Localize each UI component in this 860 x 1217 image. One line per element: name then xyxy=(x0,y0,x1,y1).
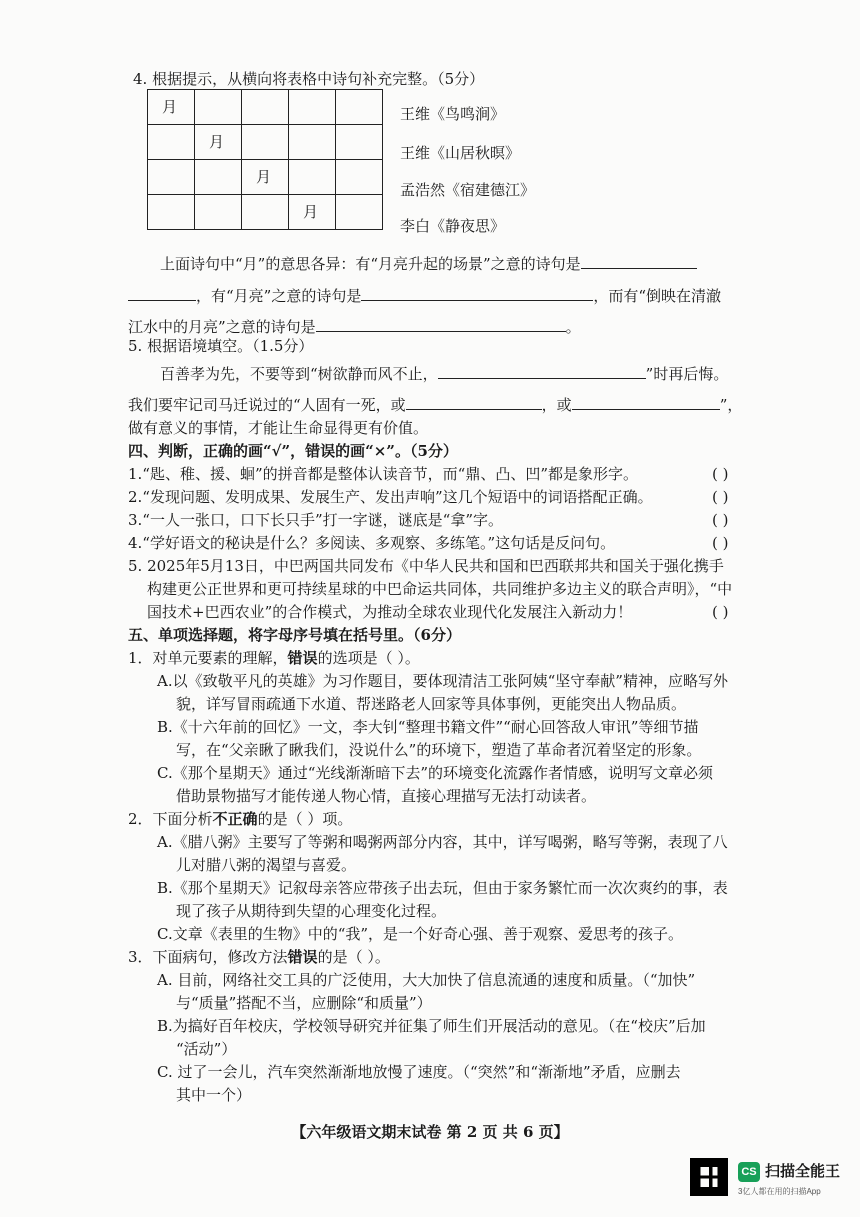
grid-cell[interactable] xyxy=(195,160,242,195)
option-b: B.为搞好百年校庆，学校领导研究并征集了师生们开展活动的意见。（在“校庆”后加 xyxy=(157,1017,706,1035)
option-a: A. 目前，网络社交工具的广泛使用，大大加快了信息流通的速度和质量。（“加快” xyxy=(157,971,696,989)
answer-blank[interactable] xyxy=(438,362,646,379)
app-tagline: 3亿人都在用的扫描App xyxy=(738,1187,821,1196)
section4-title: 四、判断，正确的画“√”，错误的画“×”。（5分） xyxy=(128,442,458,460)
grid-cell[interactable] xyxy=(289,125,336,160)
q4-title: 4. 根据提示，从横向将表格中诗句补充完整。（5分） xyxy=(133,70,485,88)
grid-cell[interactable]: 月 xyxy=(289,195,336,230)
answer-paren[interactable]: ( ) xyxy=(712,465,729,483)
grid-cell[interactable]: 月 xyxy=(148,90,195,125)
q4-line3: 江水中的月亮”之意的诗句是 。 xyxy=(128,315,581,338)
option-c: C. 过了一会儿，汽车突然渐渐地放慢了速度。（“突然”和“渐渐地”矛盾，应删去 xyxy=(157,1063,681,1081)
grid-cell[interactable]: 月 xyxy=(195,125,242,160)
mc-question-3: 3．下面病句，修改方法错误的是（ ）。 xyxy=(128,948,390,966)
camscanner-logo: CS xyxy=(738,1162,760,1182)
answer-paren[interactable]: ( ) xyxy=(712,534,729,552)
option-a-cont: 儿对腊八粥的渴望与喜爱。 xyxy=(176,856,357,874)
option-a-cont: 与“质量”搭配不当，应删除“和质量”） xyxy=(176,994,432,1012)
answer-blank[interactable] xyxy=(128,284,196,301)
grid-cell[interactable] xyxy=(242,125,289,160)
poem-source: 王维《鸟鸣涧》 xyxy=(400,105,506,123)
judge-item: 5. 2025年5月13日，中巴两国共同发布《中华人民共和国和巴西联邦共和国关于强化携手 xyxy=(128,557,724,575)
answer-blank[interactable] xyxy=(572,393,720,410)
judge-item: 2.“发现问题、发明成果、发展生产、发出声响”这几个短语中的词语搭配正确。 xyxy=(128,488,653,506)
section5-title: 五、单项选择题，将字母序号填在括号里。（6分） xyxy=(128,626,461,644)
judge-item: 1.“匙、稚、援、蛔”的拼音都是整体认读音节，而“鼎、凸、凹”都是象形字。 xyxy=(128,465,638,483)
option-b: B.《十六年前的回忆》一文，李大钊“整理书籍文件”“耐心回答敌人审讯”等细节描 xyxy=(157,718,699,736)
judge-item: 4.“学好语文的秘诀是什么？多阅读、多观察、多练笔。”这句话是反问句。 xyxy=(128,534,616,552)
q5-line2: 我们要牢记司马迁说过的“人固有一死，或 ，或 ”， xyxy=(128,393,742,416)
option-b: B.《那个星期天》记叙母亲答应带孩子出去玩，但由于家务繁忙而一次次爽约的事，表 xyxy=(157,879,728,897)
answer-paren[interactable]: ( ) xyxy=(712,488,729,506)
grid-cell[interactable] xyxy=(242,90,289,125)
option-b-cont: “活动”） xyxy=(176,1040,237,1058)
option-c: C.文章《表里的生物》中的“我”，是一个好奇心强、善于观察、爱思考的孩子。 xyxy=(157,925,684,943)
option-b-cont: 现了孩子从期待到失望的心理变化过程。 xyxy=(176,902,447,920)
poem-source: 李白《静夜思》 xyxy=(400,217,506,235)
mc-question-2: 2．下面分析不正确的是（ ）项。 xyxy=(128,810,353,828)
answer-blank[interactable] xyxy=(406,393,542,410)
poem-source: 孟浩然《宿建德江》 xyxy=(400,181,536,199)
page-footer: 【六年级语文期末试卷 第 2 页 共 6 页】 xyxy=(291,1123,569,1141)
grid-cell[interactable] xyxy=(336,195,383,230)
grid-cell[interactable] xyxy=(336,160,383,195)
grid-cell[interactable] xyxy=(242,195,289,230)
option-c: C.《那个星期天》通过“光线渐渐暗下去”的环境变化流露作者情感，说明写文章必须 xyxy=(157,764,714,782)
answer-blank[interactable] xyxy=(361,284,593,301)
grid-cell[interactable] xyxy=(148,160,195,195)
qr-code-icon xyxy=(690,1158,728,1196)
answer-paren[interactable]: ( ) xyxy=(712,511,729,529)
judge-item-cont: 构建更公正世界和更可持续星球的中巴命运共同体，共同维护多边主义的联合声明》，“中 xyxy=(147,580,733,598)
judge-item-cont: 国技术+巴西农业”的合作模式，为推动全球农业现代化发展注入新动力！ xyxy=(147,603,633,621)
grid-cell[interactable] xyxy=(289,160,336,195)
option-c-cont: 借助景物描写才能传递人物心情，直接心理描写无法打动读者。 xyxy=(176,787,597,805)
app-name: 扫描全能王 xyxy=(765,1163,841,1180)
answer-paren[interactable]: ( ) xyxy=(712,603,729,621)
grid-cell[interactable] xyxy=(195,90,242,125)
judge-item: 3.“一人一张口，口下长只手”打一字谜，谜底是“拿”字。 xyxy=(128,511,503,529)
option-a-cont: 貌，详写冒雨疏通下水道、帮迷路老人回家等具体事例，更能突出人物品质。 xyxy=(176,695,687,713)
grid-cell[interactable] xyxy=(336,125,383,160)
grid-cell[interactable] xyxy=(289,90,336,125)
mc-question-1: 1．对单元要素的理解，错误的选项是（ ）。 xyxy=(128,649,420,667)
grid-cell[interactable] xyxy=(195,195,242,230)
poem-source: 王维《山居秋暝》 xyxy=(400,144,521,162)
q5-line1: 百善孝为先，不要等到“树欲静而风不止， ”时再后悔。 xyxy=(160,362,728,385)
grid-cell[interactable] xyxy=(148,125,195,160)
grid-cell[interactable] xyxy=(336,90,383,125)
option-c-cont: 其中一个） xyxy=(176,1086,252,1104)
grid-cell[interactable] xyxy=(148,195,195,230)
answer-blank[interactable] xyxy=(316,315,566,332)
option-a: A.《腊八粥》主要写了等粥和喝粥两部分内容，其中，详写喝粥，略写等粥，表现了八 xyxy=(157,833,728,851)
q4-line1: 上面诗句中“月”的意思各异：有“月亮升起的场景”之意的诗句是 xyxy=(160,252,697,275)
answer-blank[interactable] xyxy=(581,252,697,269)
q5-title: 5. 根据语境填空。（1.5分） xyxy=(128,337,314,355)
q4-line2: ，有“月亮”之意的诗句是 ，而有“倒映在清澈 xyxy=(128,284,721,307)
option-b-cont: 写，在“父亲瞅了瞅我们，没说什么”的环境下，塑造了革命者沉着坚定的形象。 xyxy=(176,741,702,759)
option-a: A.以《致敬平凡的英雄》为习作题目，要体现清洁工张阿姨“坚守奉献”精神，应略写外 xyxy=(157,672,728,690)
q5-line3: 做有意义的事情，才能让生命显得更有价值。 xyxy=(128,419,429,437)
grid-cell[interactable]: 月 xyxy=(242,160,289,195)
poem-grid xyxy=(147,89,383,230)
